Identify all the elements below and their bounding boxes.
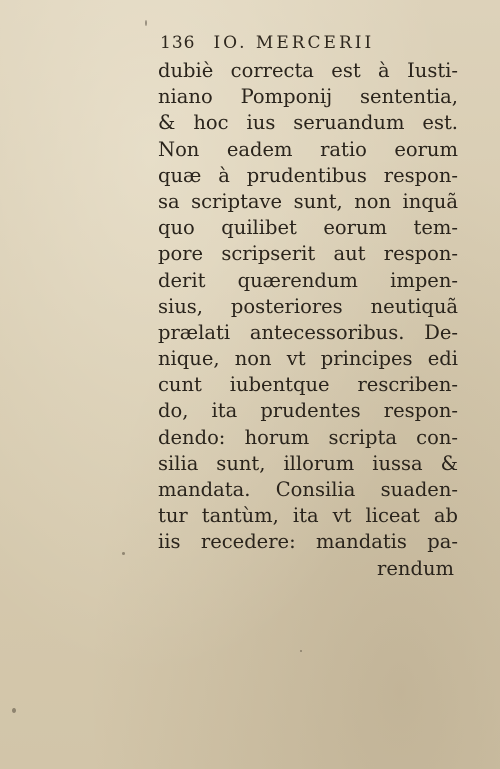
text-line: mandata. Consilia suaden- bbox=[158, 478, 458, 501]
text-line: silia sunt, illorum iussa & bbox=[158, 451, 458, 475]
text-line: niano Pomponij sententia, bbox=[158, 85, 458, 109]
text-line: do, ita prudentes respon- bbox=[158, 399, 458, 423]
catchword: rendum bbox=[377, 556, 454, 580]
text-line: tur tantùm, ita vt liceat ab bbox=[158, 504, 458, 528]
text-line: derit quærendum impen- bbox=[158, 268, 458, 292]
paper-speck bbox=[122, 552, 125, 555]
page-number: 136 bbox=[160, 33, 196, 53]
body-text bbox=[158, 58, 458, 582]
paper-speck bbox=[12, 708, 16, 713]
text-line: dendo: horum scripta con- bbox=[158, 425, 458, 449]
text-line: pore scripserit aut respon- bbox=[158, 242, 458, 266]
text-line: quo quilibet eorum tem- bbox=[158, 216, 458, 240]
text-line: sa scriptave sunt, non inquã bbox=[158, 189, 458, 213]
paper-speck bbox=[300, 650, 302, 652]
text-line: iis recedere: mandatis pa- bbox=[158, 530, 458, 554]
text-line: & hoc ius seruandum est. bbox=[158, 111, 458, 135]
text-line: quæ à prudentibus respon- bbox=[158, 163, 458, 187]
text-line: prælati antecessoribus. De- bbox=[158, 320, 458, 344]
paper-speck bbox=[145, 20, 147, 26]
running-title: IO. MERCERII bbox=[213, 33, 375, 53]
text-line: dubiè correcta est à Iusti- bbox=[158, 59, 458, 82]
text-line: nique, non vt principes edi bbox=[158, 347, 458, 371]
text-line: Non eadem ratio eorum bbox=[158, 137, 458, 161]
text-line: cunt iubentque rescriben- bbox=[158, 373, 458, 397]
text-line: sius, posteriores neutiquã bbox=[158, 294, 458, 318]
running-head bbox=[160, 33, 374, 53]
